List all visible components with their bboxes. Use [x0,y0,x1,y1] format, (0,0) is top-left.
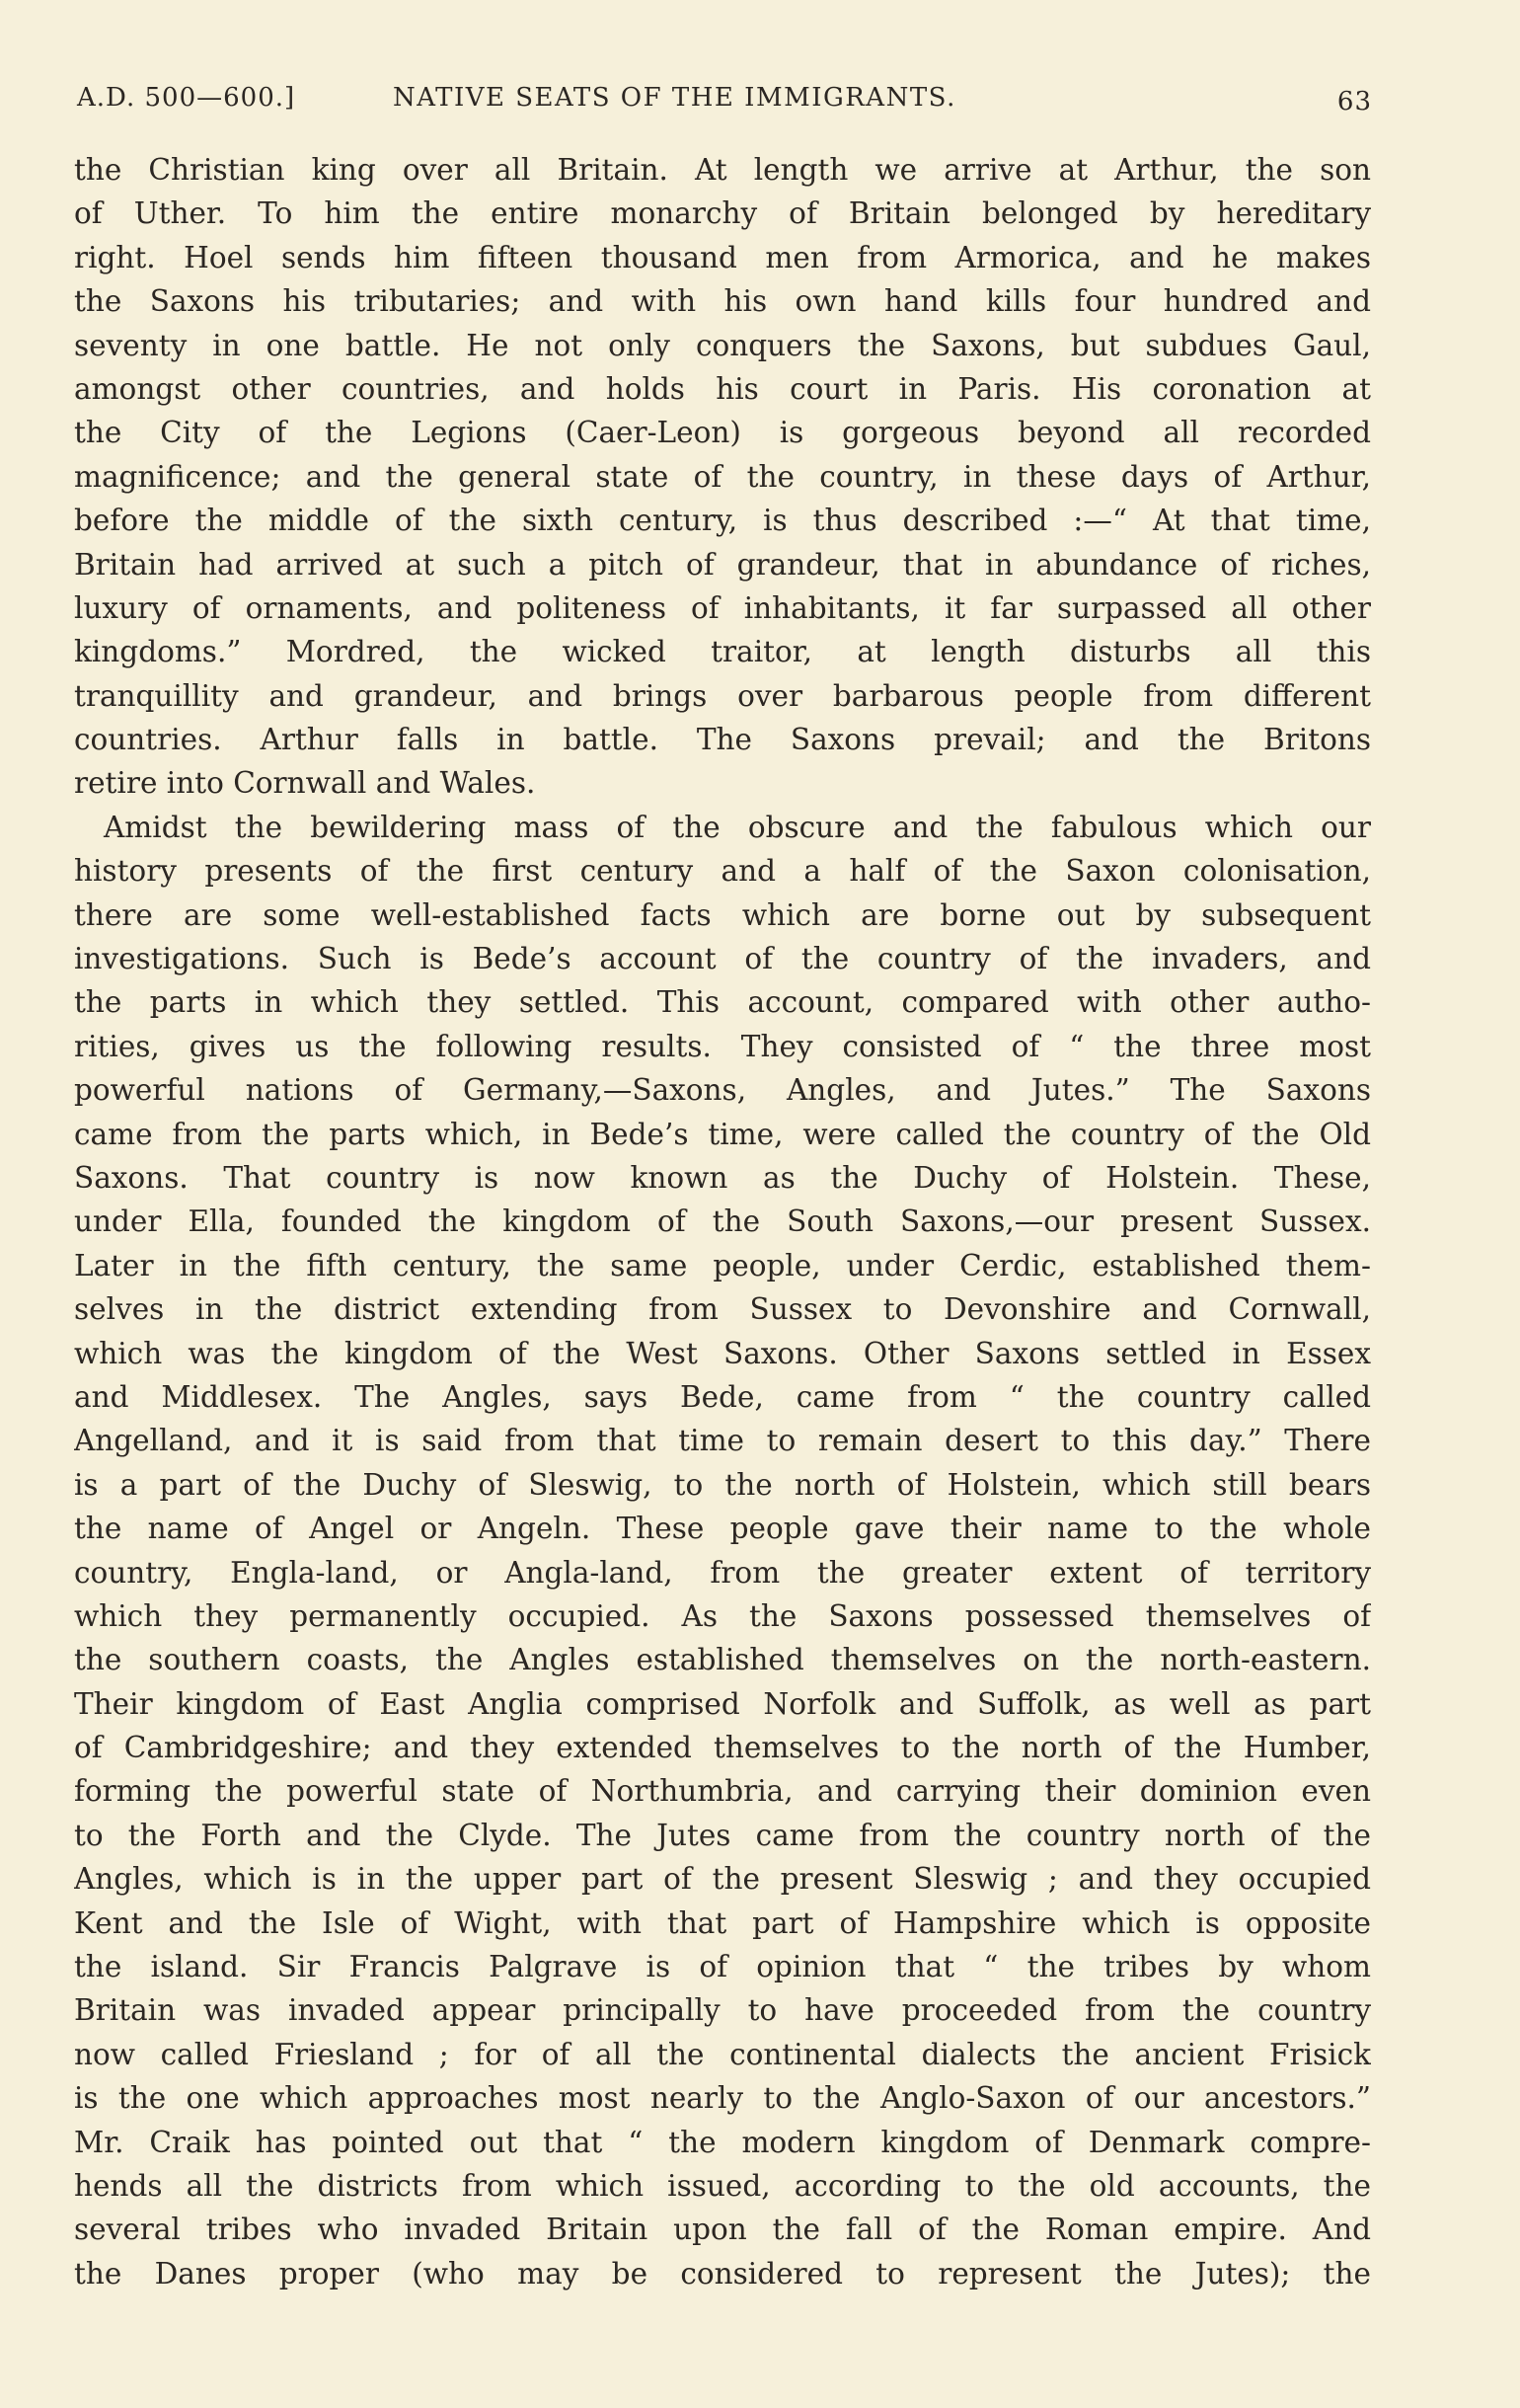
text-line: and Middlesex. The Angles, says Bede, came from “ the country called [74,1379,1371,1414]
text-line: which they permanently occupied. As the Saxons possessed themselves of [74,1598,1371,1633]
text-line: Later in the fifth century, the same people, under Cerdic, established them- [74,1248,1371,1282]
text-line: Mr. Craik has pointed out that “ the modern kingdom of Denmark compre- [74,2125,1371,2159]
text-line: Their kingdom of East Anglia comprised Norfolk and Suffolk, as well as part [74,1686,1371,1721]
text-line: the Saxons his tributaries; and with his own hand kills four hundred and [74,284,1371,319]
running-header [77,83,1372,122]
text-line: tranquillity and grandeur, and brings over barbarous people from different [74,678,1371,713]
text-line: Kent and the Isle of Wight, with that part of Hampshire which is opposite [74,1905,1371,1940]
text-line: right. Hoel sends him fifteen thousand men from Armorica, and he makes [74,240,1371,274]
text-line: is the one which approaches most nearly to the Anglo-Saxon of our ancestors.” [74,2081,1371,2116]
text-line: several tribes who invaded Britain upon the fall of the Roman empire. And [74,2213,1371,2247]
text-line: amongst other countries, and holds his court in Paris. His coronation at [74,371,1371,406]
text-line: powerful nations of Germany,—Saxons, Angles, and Jutes.” The Saxons [74,1073,1371,1108]
text-line: history presents of the first century and a half of the Saxon colonisation, [74,854,1371,889]
text-line: now called Friesland ; for of all the continental dialects the ancient Frisick [74,2037,1371,2071]
text-line: retire into Cornwall and Wales. [74,766,536,801]
text-line: hends all the districts from which issued, according to the old accounts, the [74,2168,1371,2203]
text-line: Amidst the bewildering mass of the obscure and the fabulous which our [104,810,1371,844]
text-line: countries. Arthur falls in battle. The Saxons prevail; and the Britons [74,723,1371,757]
text-line: before the middle of the sixth century, is thus described :—“ At that time, [74,504,1371,538]
text-line: there are some well-established facts which are borne out by subsequent [74,897,1371,932]
text-line: of Cambridgeshire; and they extended themselves to the north of the Humber, [74,1731,1371,1765]
text-line: forming the powerful state of Northumbria, and carrying their dominion even [74,1774,1371,1809]
text-line: Angelland, and it is said from that time to remain desert to this day.” There [74,1424,1371,1458]
text-line: came from the parts which, in Bede’s time, were called the country of the Old [74,1117,1371,1151]
text-line: the City of the Legions (Caer-Leon) is gorgeous beyond all recorded [74,416,1371,450]
text-line: the parts in which they settled. This account, compared with other autho- [74,985,1371,1020]
text-line: Britain was invaded appear principally to have proceeded from the country [74,1993,1371,2028]
text-line: luxury of ornaments, and politeness of inhabitants, it far surpassed all other [74,590,1371,625]
text-line: the name of Angel or Angeln. These people gave their name to the whole [74,1512,1371,1546]
page-number: 63 [1336,87,1372,117]
text-line: kingdoms.” Mordred, the wicked traitor, at length disturbs all this [74,635,1371,669]
text-line: is a part of the Duchy of Sleswig, to the north of Holstein, which still bears [74,1467,1371,1502]
text-line: the Christian king over all Britain. At length we arrive at Arthur, the son [74,153,1371,187]
header-date-range: A.D. 500—600.] [77,83,296,113]
text-line: which was the kingdom of the West Saxons. Other Saxons settled in Essex [74,1336,1371,1370]
text-line: Saxons. That country is now known as the Duchy of Holstein. These, [74,1160,1371,1195]
text-line: the Danes proper (who may be considered to represent the Jutes); the [74,2256,1371,2291]
text-line: country, Engla-land, or Angla-land, from the greater extent of territory [74,1555,1371,1590]
text-line: Britain had arrived at such a pitch of grandeur, that in abundance of riches, [74,547,1371,582]
body-text [74,148,1371,2295]
text-line: under Ella, founded the kingdom of the South Saxons,—our present Sussex. [74,1204,1371,1239]
text-line: the island. Sir Francis Palgrave is of opinion that “ the tribes by whom [74,1950,1371,1984]
text-line: seventy in one battle. He not only conquers the Saxons, but subdues Gaul, [74,328,1371,362]
text-line: selves in the district extending from Sussex to Devonshire and Cornwall, [74,1292,1371,1327]
header-chapter-title: NATIVE SEATS OF THE IMMIGRANTS. [393,83,956,113]
text-line: magnificence; and the general state of the country, in these days of Arthur, [74,459,1371,494]
text-line: of Uther. To him the entire monarchy of Britain belonged by hereditary [74,196,1371,231]
text-line: to the Forth and the Clyde. The Jutes came from the country north of the [74,1818,1371,1852]
text-line: Angles, which is in the upper part of the present Sleswig ; and they occupied [74,1862,1371,1897]
text-line: the southern coasts, the Angles established themselves on the north-eastern. [74,1643,1371,1677]
text-line: investigations. Such is Bede’s account of the country of the invaders, and [74,942,1371,976]
text-line: rities, gives us the following results. They consisted of “ the three most [74,1029,1371,1063]
